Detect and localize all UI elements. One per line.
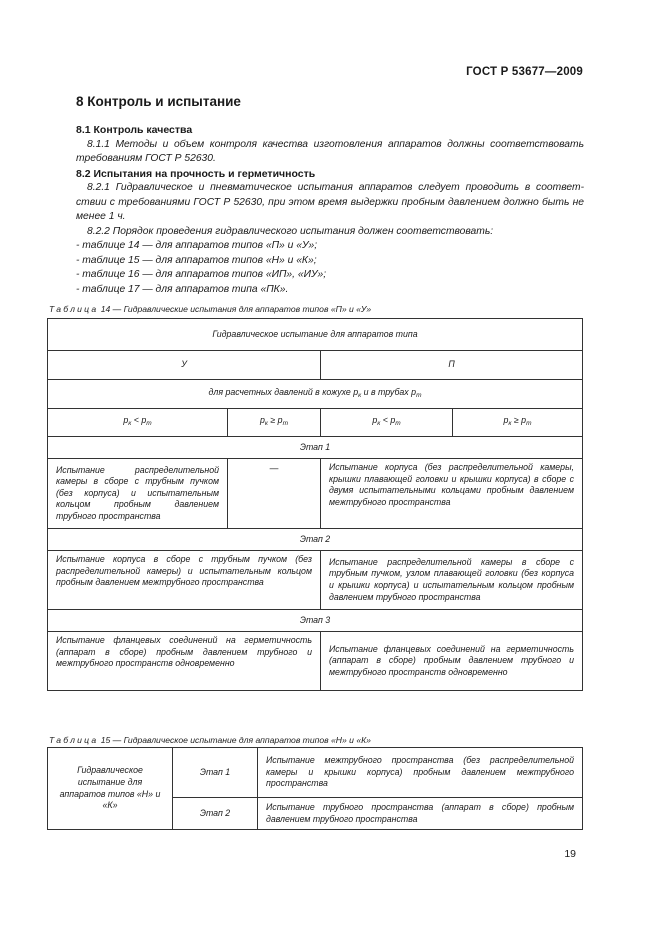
stage3-p-cell: Испытание фланцевых соединений на герметичность (аппарат в сборе) пробным давлением трубного и межтрубного пространств одновременно	[321, 632, 583, 691]
table15-left-cell: Гидравлическое испытание для аппаратов типов «Н» и «К»	[48, 748, 173, 830]
clause-8-2-2: 8.2.2 Порядок проведения гидравлического испытания должен соответствовать:	[87, 225, 494, 237]
table-14	[47, 318, 583, 691]
type-p-header: П	[321, 351, 583, 380]
standard-designation: ГОСТ Р 53677—2009	[466, 66, 583, 78]
stage2-p-cell: Испытание распределительной камеры в сборе с трубным пучком, узлом плавающей головки (без корпуса и крышки корпуса) и испытательным кольцом пробным давлением трубного пространства	[321, 551, 583, 610]
section-body	[76, 123, 584, 297]
clause-8-1-1: 8.1.1 Методы и объем контроля качества изготовления аппаратов должны соответствовать требованиям ГОСТ Р 52630.	[76, 138, 584, 164]
table14-caption: Таблица 14 — Гидравлические испытания для аппаратов типов «П» и «У»	[49, 304, 372, 314]
stage1-u-lower-cell: Испытание распределительной камеры в сборе с трубным пучком (без корпуса) и испытательным кольцом пробным давлением трубного пространства	[48, 459, 228, 529]
page-number: 19	[564, 848, 576, 860]
condition-cell: $p_к < p_т$	[321, 409, 453, 437]
type-u-header: У	[48, 351, 321, 380]
condition-cell: $p_к < p_т$	[48, 409, 228, 437]
list-item: - таблице 16 — для аппаратов типов «ИП», «ИУ»;	[76, 269, 327, 280]
table15-stage1-cell: Испытание межтрубного пространства (без распределительной камеры и крышки корпуса) пробным давлением межтрубного пространства	[258, 748, 583, 798]
stage2-u-cell: Испытание корпуса в сборе с трубным пучком (без распределительной камеры) и испытательным кольцом пробным давлением межтрубного пространства	[48, 551, 321, 610]
stage3-u-cell: Испытание фланцевых соединений на герметичность (аппарат в сборе) пробным давлением трубного и межтрубного пространств одновременно	[48, 632, 321, 691]
stage1-u-higher-cell: —	[228, 459, 321, 529]
stage-1-label: Этап 1	[48, 437, 583, 459]
stage-2-label: Этап 2	[48, 529, 583, 551]
section-title: 8 Контроль и испытание	[76, 94, 241, 109]
table15-stage2-cell: Испытание трубного пространства (аппарат в сборе) пробным давлением трубного пространства	[258, 798, 583, 830]
condition-cell: $p_к \ge p_т$	[453, 409, 583, 437]
condition-cell: $p_к \ge p_т$	[228, 409, 321, 437]
stage-2-label: Этап 2	[173, 798, 258, 830]
list-item: - таблице 15 — для аппаратов типов «Н» и «К»;	[76, 254, 317, 266]
clause-8-2-1: 8.2.1 Гидравлическое и пневматическое испытания аппаратов следует проводить в соответствии с требованиями ГОСТ Р 52630, при этом время выдержки пробным давлением должно быть не менее 1 ч.	[76, 182, 584, 222]
table15-caption: Таблица 15 — Гидравлическое испытание для аппаратов типов «Н» и «К»	[49, 735, 371, 745]
table-15	[47, 747, 583, 830]
stage1-p-cell: Испытание корпуса (без распределительной камеры, крышки плавающей головки и крышки корпуса) в сборе с двумя испытательными кольцами пробным давлением межтрубного пространства	[321, 459, 583, 529]
subsection-8-2-title: 8.2 Испытания на прочность и герметичность	[76, 167, 316, 180]
stage-3-label: Этап 3	[48, 610, 583, 632]
subsection-8-1-title: 8.1 Контроль качества	[76, 124, 193, 136]
stage-1-label: Этап 1	[173, 748, 258, 798]
list-item: - таблице 14 — для аппаратов типов «П» и «У»;	[76, 240, 318, 251]
table14-head: Гидравлическое испытание для аппаратов типа	[48, 319, 583, 351]
list-item: - таблице 17 — для аппаратов типа «ПК».	[76, 283, 289, 295]
pressure-header: для расчетных давлений в кожухе $p_к$ и в трубах $p_т$	[48, 380, 583, 409]
